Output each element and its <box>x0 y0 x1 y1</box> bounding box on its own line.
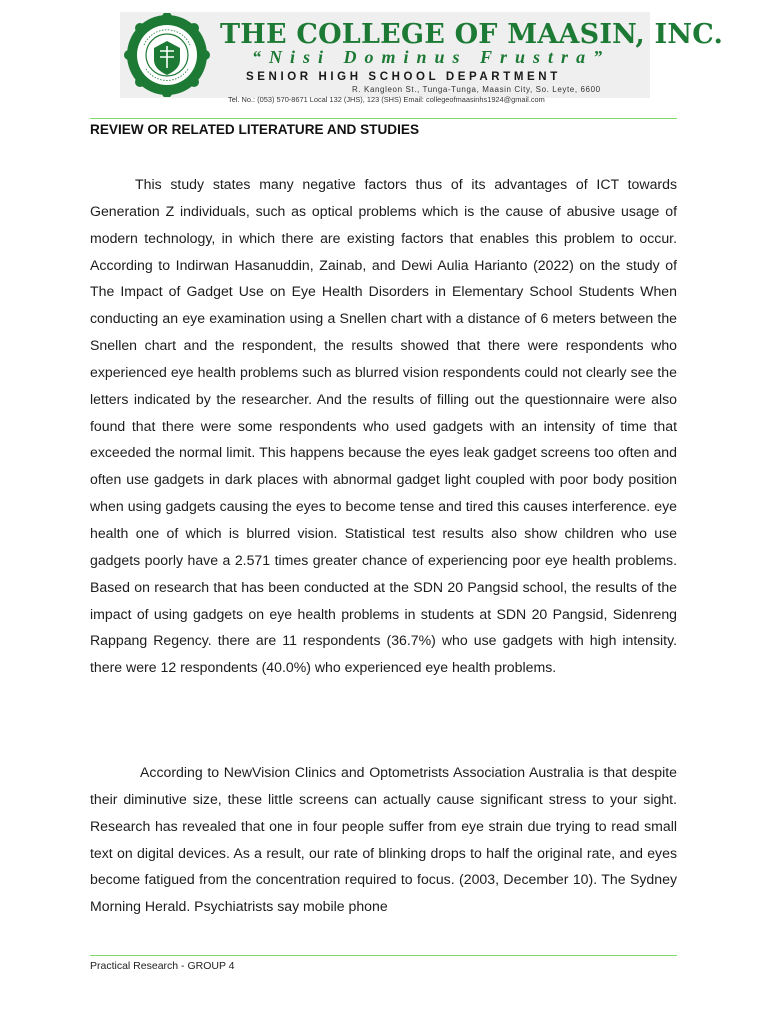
college-motto: “Nisi Dominus Frustra” <box>252 47 611 67</box>
body-paragraph: This study states many negative factors thus of its advantages of ICT towards Generation Z individuals, such as optical problems which is the cause of abusive usage of modern technology, in which there are existing factors that enables this problem to occur. According to Indirwan Hasanuddin, Zainab, and Dewi Aulia Harianto (2022) on the study of The Impact of Gadget Use on Eye Health Disorders in Elementary School Students When conducting an eye examination using a Snellen chart with a distance of 6 meters between the Snellen chart and the respondent, the results showed that there were respondents who experienced eye health problems such as blurred vision respondents could not clearly see the letters indicated by the researcher. And the results of filling out the questionnaire were also found that there were some respondents who used gadgets with an intensity of time that exceeded the normal limit. This happens because the eyes leak gadget screens too often and often use gadgets in dark places with abnormal gadget light coupled with poor body position when using gadgets causing the eyes to become tense and tired this causes interference. eye health one of which is blurred vision. Statistical test results also show children who use gadgets poorly have a 2.571 times greater chance of experiencing poor eye health problems. Based on research that has been conducted at the SDN 20 Pangsid school, the results of the impact of using gadgets on eye health problems in students at SDN 20 Pangsid, Sidenreng Rappang Regency. there are 11 respondents (36.7%) who use gadgets with high intensity. there were 12 respondents (40.0%) who experienced eye health problems. <box>90 176 677 676</box>
footer-divider <box>90 955 677 956</box>
college-seal-logo <box>124 13 210 97</box>
letterhead <box>120 12 724 104</box>
body-paragraph: According to NewVision Clinics and Optometrists Association Australia is that despite their diminutive size, these little screens can actually cause significant stress to your sight. Research has revealed that one in four people suffer from eye strain due trying to read small text on digital devices. As a result, our rate of blinking drops to half the original rate, and eyes become fatigued from the concentration required to focus. (2003, December 10). The Sydney Morning Herald. Psychiatrists say mobile phone <box>90 764 677 915</box>
section-heading: REVIEW OR RELATED LITERATURE AND STUDIES <box>90 122 420 137</box>
college-contact: Tel. No.: (053) 570-8671 Local 132 (JHS), 123 (SHS) Email: collegeofmaasinhs1924@gmail.com <box>228 95 545 104</box>
page-footer: Practical Research - GROUP 4 <box>90 960 235 972</box>
header-divider <box>90 118 677 119</box>
college-name: THE COLLEGE OF MAASIN, INC. <box>220 19 724 50</box>
department-name: SENIOR HIGH SCHOOL DEPARTMENT <box>246 71 561 83</box>
college-address: R. Kangleon St., Tunga-Tunga, Maasin City, So. Leyte, 6600 <box>352 85 601 94</box>
